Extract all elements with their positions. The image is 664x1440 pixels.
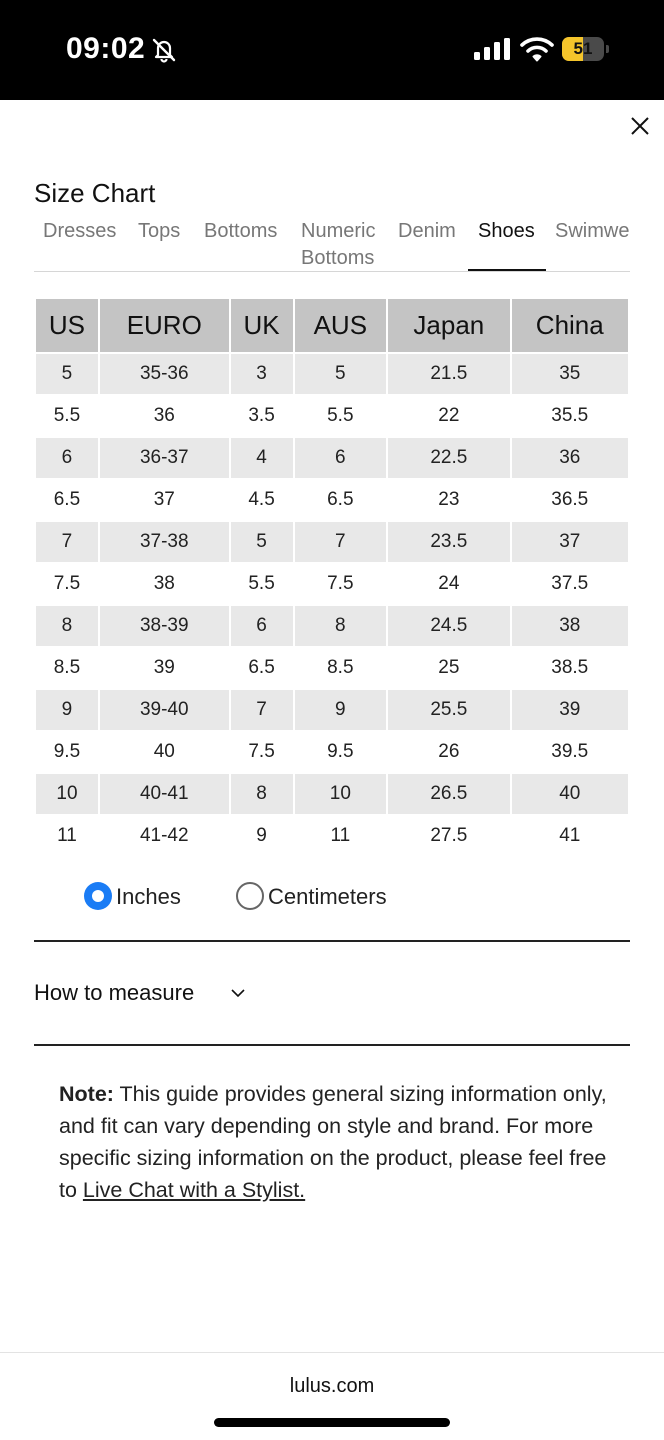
column-header-uk: UK — [231, 299, 293, 352]
home-indicator[interactable] — [214, 1418, 450, 1427]
tab-shoes[interactable]: Shoes — [478, 220, 535, 242]
note-body: This guide provides general sizing information only, and fit can vary depending on style and brand. For more specific sizing information on the product, please feel free to — [59, 1082, 607, 1202]
radio-unchecked-icon — [236, 882, 264, 910]
table-row — [36, 438, 628, 478]
tab-swimwear[interactable]: Swimwe — [555, 220, 630, 242]
table-cell-japan: 25.5 — [388, 690, 509, 730]
size-table — [34, 297, 630, 858]
table-cell-euro: 36-37 — [100, 438, 229, 478]
centimeters-label: Centimeters — [268, 884, 387, 909]
table-cell-china: 40 — [512, 774, 628, 814]
active-tab-indicator — [468, 269, 546, 272]
note-prefix: Note: — [59, 1082, 114, 1106]
centimeters-radio[interactable] — [236, 880, 406, 914]
table-cell-us: 6 — [36, 438, 98, 478]
tab-tops[interactable]: Tops — [138, 220, 181, 242]
table-cell-china: 37 — [512, 522, 628, 562]
battery-level: 51 — [573, 39, 593, 58]
table-cell-aus: 8.5 — [327, 657, 354, 678]
table-cell-uk: 4.5 — [248, 489, 275, 510]
table-cell-japan: 23 — [438, 489, 460, 510]
table-row — [36, 354, 628, 394]
table-cell-japan: 22 — [438, 405, 460, 426]
table-cell-aus: 9.5 — [327, 741, 354, 762]
table-cell-aus: 5.5 — [327, 405, 354, 426]
divider — [34, 1044, 630, 1046]
table-cell-china: 39.5 — [551, 741, 589, 762]
column-header-japan: Japan — [388, 299, 509, 352]
table-cell-china: 38 — [512, 606, 628, 646]
table-cell-euro: 37 — [153, 489, 175, 510]
browser-bottom-bar — [0, 1352, 664, 1440]
table-row — [36, 522, 628, 562]
table-cell-uk: 3 — [231, 354, 293, 394]
table-cell-japan: 24.5 — [388, 606, 509, 646]
live-chat-link[interactable]: Live Chat with a Stylist. — [82, 1178, 306, 1202]
table-cell-japan: 25 — [438, 657, 460, 678]
tab-dresses[interactable]: Dresses — [43, 220, 117, 242]
table-row — [36, 396, 628, 436]
tab-denim[interactable]: Denim — [398, 220, 456, 242]
table-cell-uk: 6 — [231, 606, 293, 646]
table-cell-aus: 10 — [295, 774, 387, 814]
status-time: 09:02 — [66, 32, 146, 65]
table-cell-china: 36.5 — [551, 489, 589, 510]
table-cell-japan: 22.5 — [388, 438, 509, 478]
table-cell-uk: 3.5 — [248, 405, 275, 426]
table-cell-us: 5 — [36, 354, 98, 394]
table-cell-japan: 21.5 — [388, 354, 509, 394]
table-cell-uk: 6.5 — [248, 657, 275, 678]
table-cell-us: 7.5 — [53, 573, 81, 594]
column-header-china: China — [512, 299, 628, 352]
table-row — [36, 816, 628, 856]
table-cell-uk: 7.5 — [248, 741, 275, 762]
table-cell-japan: 27.5 — [430, 825, 468, 846]
table-cell-euro: 39-40 — [100, 690, 229, 730]
size-category-tabs — [34, 214, 630, 272]
table-cell-us: 11 — [57, 825, 77, 846]
table-cell-china: 35.5 — [551, 405, 589, 426]
table-cell-us: 9.5 — [53, 741, 81, 762]
tab-bottoms[interactable]: Bottoms — [204, 220, 278, 242]
table-row — [36, 690, 628, 730]
table-cell-aus: 7 — [295, 522, 387, 562]
table-cell-aus: 8 — [295, 606, 387, 646]
table-row — [36, 606, 628, 646]
table-cell-japan: 24 — [438, 573, 460, 594]
inches-label: Inches — [116, 884, 181, 909]
bell-slash-icon — [150, 36, 178, 64]
table-row — [36, 732, 628, 772]
url-domain[interactable]: lulus.com — [289, 1375, 375, 1397]
inches-radio[interactable] — [84, 880, 194, 914]
battery-icon — [562, 37, 610, 61]
table-cell-aus: 7.5 — [327, 573, 354, 594]
how-to-measure-label: How to measure — [34, 980, 195, 1005]
page-title: Size Chart — [34, 178, 156, 208]
table-cell-us: 5.5 — [53, 405, 81, 426]
table-cell-uk: 4 — [231, 438, 293, 478]
table-cell-euro: 40 — [153, 741, 175, 762]
table-cell-japan: 26.5 — [388, 774, 509, 814]
table-cell-china: 41 — [559, 825, 581, 846]
table-cell-uk: 7 — [231, 690, 293, 730]
table-cell-us: 10 — [36, 774, 98, 814]
column-header-euro: EURO — [100, 299, 229, 352]
table-cell-aus: 9 — [295, 690, 387, 730]
table-cell-us: 8 — [36, 606, 98, 646]
table-cell-us: 9 — [36, 690, 98, 730]
column-header-aus: AUS — [295, 299, 387, 352]
table-cell-aus: 6 — [295, 438, 387, 478]
signal-icon — [474, 38, 510, 60]
table-cell-euro: 38 — [153, 573, 175, 594]
status-bar — [0, 0, 664, 100]
divider — [34, 940, 630, 942]
tab-numeric-bottoms[interactable]: Numeric Bottoms — [301, 220, 376, 269]
radio-checked-icon — [84, 882, 112, 910]
table-cell-euro: 35-36 — [100, 354, 229, 394]
table-cell-china: 37.5 — [551, 573, 589, 594]
table-row — [36, 648, 628, 688]
table-cell-euro: 40-41 — [100, 774, 229, 814]
table-row — [36, 774, 628, 814]
table-cell-aus: 11 — [330, 825, 351, 846]
table-cell-china: 38.5 — [551, 657, 589, 678]
table-cell-china: 39 — [512, 690, 628, 730]
wifi-icon — [520, 36, 554, 62]
table-cell-uk: 8 — [231, 774, 293, 814]
sizing-note — [59, 1078, 619, 1206]
table-cell-china: 36 — [512, 438, 628, 478]
chevron-down-icon — [230, 985, 246, 1001]
table-row — [36, 564, 628, 604]
table-cell-euro: 39 — [153, 657, 175, 678]
table-cell-us: 8.5 — [53, 657, 81, 678]
table-cell-euro: 37-38 — [100, 522, 229, 562]
table-cell-euro: 41-42 — [139, 825, 189, 846]
table-cell-japan: 23.5 — [388, 522, 509, 562]
table-cell-aus: 6.5 — [327, 489, 354, 510]
close-icon[interactable] — [624, 110, 656, 142]
table-cell-uk: 9 — [256, 825, 267, 846]
table-cell-japan: 26 — [438, 741, 460, 762]
how-to-measure-toggle[interactable] — [34, 976, 294, 1012]
table-cell-uk: 5.5 — [248, 573, 275, 594]
table-cell-china: 35 — [512, 354, 628, 394]
column-header-us: US — [36, 299, 98, 352]
table-cell-us: 7 — [36, 522, 98, 562]
table-row — [36, 480, 628, 520]
table-cell-euro: 38-39 — [100, 606, 229, 646]
table-cell-euro: 36 — [153, 405, 175, 426]
table-cell-us: 6.5 — [53, 489, 81, 510]
table-cell-aus: 5 — [295, 354, 387, 394]
table-cell-uk: 5 — [231, 522, 293, 562]
table-header-row — [36, 299, 628, 352]
